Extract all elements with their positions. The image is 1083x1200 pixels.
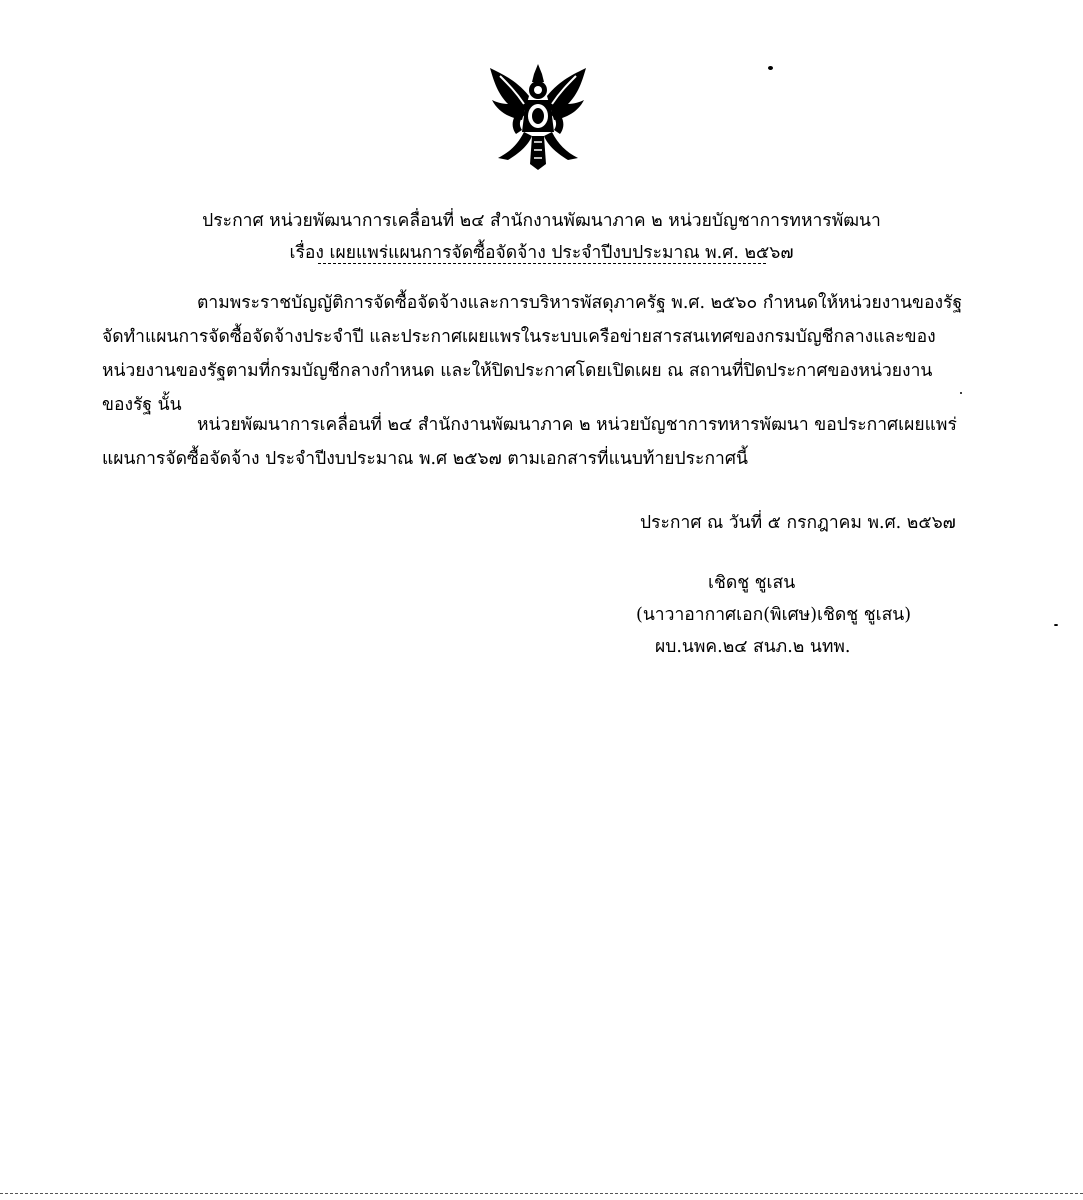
paragraph-line: ตามพระราชบัญญัติการจัดซื้อจัดจ้างและการบริหารพัสดุภาครัฐ พ.ศ. ๒๕๖๐ กำหนดให้หน่วยงานของรัฐ [197, 293, 963, 313]
paragraph-line: ของรัฐ นั้น [102, 395, 182, 415]
paragraph-line: หน่วยงานของรัฐตามที่กรมบัญชีกลางกำหนด และให้ปิดประกาศโดยเปิดเผย ณ สถานที่ปิดประกาศของหน่วยงาน [102, 361, 933, 381]
signature: เชิดชู ชูเสน [708, 573, 796, 593]
scan-speck [1054, 624, 1058, 626]
scan-speck [768, 66, 773, 70]
announcement-subject: เรื่อง เผยแพร่แผนการจัดซื้อจัดจ้าง ประจำปีงบประมาณ พ.ศ. ๒๕๖๗ [289, 243, 794, 263]
page-edge-line [0, 1193, 1083, 1194]
paragraph-line: จัดทำแผนการจัดซื้อจัดจ้างประจำปี และประกาศเผยแพรในระบบเครือข่ายสารสนเทศของกรมบัญชีกลางและของ [102, 327, 936, 347]
signer-position: ผบ.นพค.๒๔ สนภ.๒ นทพ. [655, 637, 851, 657]
title-divider [318, 263, 766, 264]
scan-speck [960, 392, 962, 394]
garuda-emblem-icon [488, 60, 588, 172]
body-paragraph-2 [102, 408, 982, 476]
announcement-date: ประกาศ ณ วันที่ ๕ กรกฎาคม พ.ศ. ๒๕๖๗ [640, 513, 956, 533]
body-paragraph-1 [102, 286, 982, 422]
paragraph-line: แผนการจัดซื้อจัดจ้าง ประจำปีงบประมาณ พ.ศ ๒๕๖๗ ตามเอกสารที่แนบท้ายประกาศนี้ [102, 449, 748, 469]
announcement-title: ประกาศ หน่วยพัฒนาการเคลื่อนที่ ๒๔ สำนักงานพัฒนาภาค ๒ หน่วยบัญชาการทหารพัฒนา [202, 211, 881, 231]
signer-name: (นาวาอากาศเอก(พิเศษ)เชิดชู ชูเสน) [636, 605, 912, 625]
paragraph-line: หน่วยพัฒนาการเคลื่อนที่ ๒๔ สำนักงานพัฒนาภาค ๒ หน่วยบัญชาการทหารพัฒนา ขอประกาศเผยแพร่ [197, 415, 957, 435]
